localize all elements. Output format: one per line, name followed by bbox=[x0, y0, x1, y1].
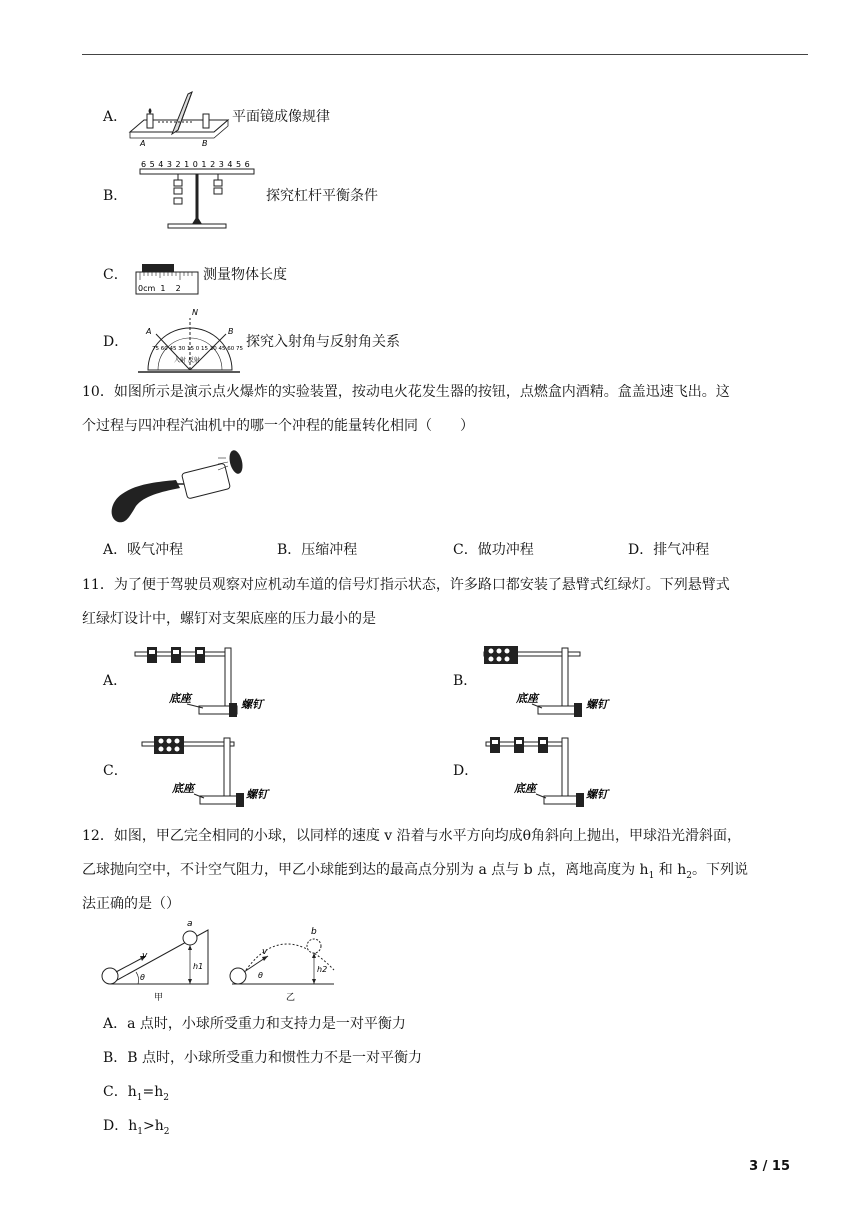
svg-text:θ: θ bbox=[140, 973, 145, 982]
traffic-light-option-c bbox=[140, 734, 282, 814]
q12-option-a: A．a 点时，小球所受重力和支持力是一对平衡力 bbox=[103, 1016, 406, 1032]
svg-text:底座: 底座 bbox=[516, 692, 538, 705]
svg-text:6 5 4 3 2 1 0 1 2 3 4 5 6: 6 5 4 3 2 1 0 1 2 3 4 5 6 bbox=[141, 160, 251, 169]
svg-text:入射 反射: 入射 反射 bbox=[174, 357, 200, 364]
q9-option-b-letter: B． bbox=[103, 188, 128, 204]
q9-option-a-text: 平面镜成像规律 bbox=[232, 109, 330, 125]
svg-text:乙: 乙 bbox=[286, 993, 296, 1003]
svg-text:A: A bbox=[140, 139, 146, 148]
q9-option-d-text: 探究入射角与反射角关系 bbox=[246, 334, 400, 350]
traffic-light-option-a bbox=[133, 644, 275, 724]
q10-option-d: D．排气冲程 bbox=[628, 542, 710, 558]
svg-text:θ: θ bbox=[258, 971, 263, 980]
plane-mirror-figure bbox=[128, 90, 232, 150]
q10-stem-line1: 10．如图所示是演示点火爆炸的实验装置，按动电火花发生器的按钮，点燃盒内酒精。盒盖迅速飞出。这 bbox=[82, 384, 730, 400]
q9-option-c-text: 测量物体长度 bbox=[203, 267, 287, 283]
q9-option-a-letter: A． bbox=[103, 109, 128, 125]
svg-text:甲: 甲 bbox=[154, 993, 164, 1003]
svg-text:螺钉: 螺钉 bbox=[246, 788, 268, 801]
svg-text:0cm 1 2: 0cm 1 2 bbox=[138, 284, 181, 293]
q9-option-b-text: 探究杠杆平衡条件 bbox=[266, 188, 378, 204]
svg-text:a: a bbox=[187, 919, 193, 929]
q9-option-d-letter: D． bbox=[103, 334, 129, 350]
q11-stem-line2: 红绿灯设计中，螺钉对支架底座的压力最小的是 bbox=[82, 611, 376, 627]
q11-option-a-letter: A． bbox=[103, 673, 128, 689]
q10-option-b: B．压缩冲程 bbox=[277, 542, 358, 558]
projectile-figure bbox=[96, 916, 346, 1008]
traffic-light-option-b bbox=[482, 644, 624, 724]
q11-option-b-letter: B． bbox=[453, 673, 478, 689]
q12-option-d: D．$h_1>h_2$ bbox=[103, 1118, 170, 1137]
traffic-light-option-d bbox=[484, 734, 626, 814]
svg-text:75 60 45 30 15 0 15 30 45 60 7: 75 60 45 30 15 0 15 30 45 60 75 bbox=[152, 346, 243, 352]
q10-stem-line2: 个过程与四冲程汽油机中的哪一个冲程的能量转化相同（ ） bbox=[82, 418, 474, 434]
svg-text:B: B bbox=[228, 327, 234, 336]
svg-text:N: N bbox=[192, 308, 198, 317]
q11-option-d-letter: D． bbox=[453, 763, 479, 779]
q10-option-a: A．吸气冲程 bbox=[103, 542, 184, 558]
q12-stem-line3: 法正确的是（） bbox=[82, 896, 180, 912]
svg-text:h2: h2 bbox=[317, 965, 328, 974]
page-number: 3 / 15 bbox=[749, 1159, 790, 1174]
svg-text:底座: 底座 bbox=[172, 782, 194, 795]
spark-igniter-figure bbox=[104, 444, 254, 530]
protractor-figure bbox=[134, 304, 244, 376]
q11-option-c-letter: C． bbox=[103, 763, 128, 779]
svg-text:螺钉: 螺钉 bbox=[586, 788, 608, 801]
svg-text:底座: 底座 bbox=[169, 692, 191, 705]
q12-option-b: B．B 点时，小球所受重力和惯性力不是一对平衡力 bbox=[103, 1050, 423, 1066]
svg-text:底座: 底座 bbox=[514, 782, 536, 795]
svg-text:h1: h1 bbox=[193, 962, 204, 971]
svg-text:螺钉: 螺钉 bbox=[586, 698, 608, 711]
lever-figure bbox=[138, 158, 258, 234]
svg-text:v: v bbox=[142, 951, 148, 961]
svg-text:B: B bbox=[202, 139, 208, 148]
q12-stem-line1: 12．如图，甲乙完全相同的小球，以同样的速度 v 沿着与水平方向均成θ角斜向上抛出，甲球沿光滑斜面， bbox=[82, 828, 742, 844]
svg-text:b: b bbox=[311, 927, 317, 937]
svg-text:螺钉: 螺钉 bbox=[241, 698, 263, 711]
svg-text:A: A bbox=[146, 327, 152, 336]
q9-option-c-letter: C． bbox=[103, 267, 128, 283]
svg-text:v: v bbox=[262, 947, 268, 957]
ruler-figure bbox=[134, 258, 202, 298]
q12-option-c: C．$h_1=h_2$ bbox=[103, 1084, 169, 1103]
q12-stem-line2: 乙球抛向空中，不计空气阻力，甲乙小球能到达的最高点分别为 a 点与 b 点，离地高度为 $h_1$ 和 $h_2$。下列说 bbox=[82, 862, 748, 881]
q11-stem-line1: 11．为了便于驾驶员观察对应机动车道的信号灯指示状态，许多路口都安装了悬臂式红绿灯。下列悬臂式 bbox=[82, 577, 730, 593]
q10-option-c: C．做功冲程 bbox=[453, 542, 534, 558]
header-rule bbox=[82, 54, 808, 55]
